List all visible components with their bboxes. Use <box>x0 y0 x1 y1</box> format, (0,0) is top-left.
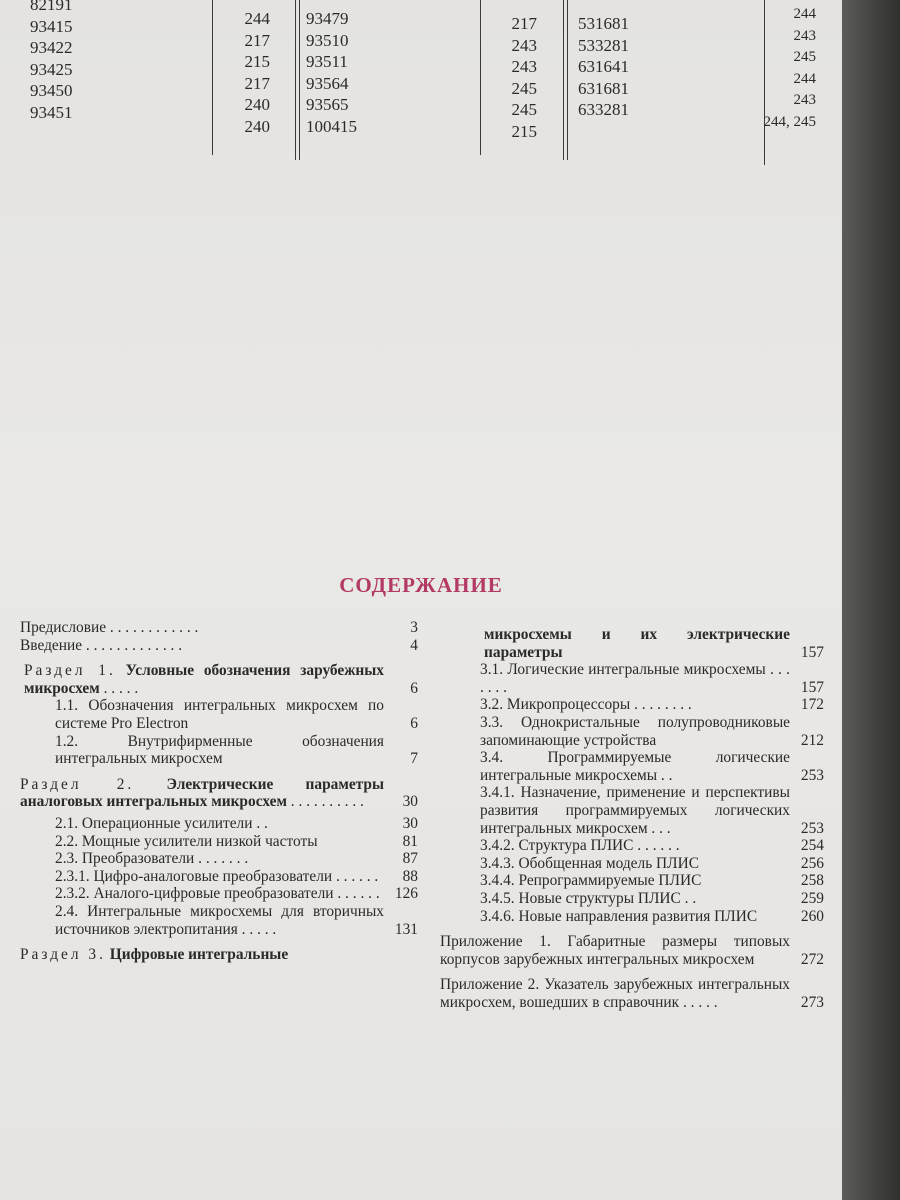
toc-page: 212 <box>800 731 824 749</box>
toc-page: 172 <box>800 696 824 714</box>
toc-page: 253 <box>800 819 824 837</box>
index-cell: 93565 <box>306 95 349 114</box>
index-cell: 245 <box>511 100 537 119</box>
toc-entry: 2.4. Интегральные микросхемы для вторичных источников электропитания . . . . . 131 <box>55 902 418 938</box>
index-cell: 217 <box>511 14 537 33</box>
column-divider <box>764 0 765 165</box>
toc-label: 3.4.1. Назначение, применение и перспективы развития программируемых логических интегральных микросхем <box>480 784 790 837</box>
toc-entry: 3.4.5. Новые структуры ПЛИС . . 259 <box>480 889 824 907</box>
index-cell: 533281 <box>578 35 629 55</box>
toc-entry: Приложение 2. Указатель зарубежных интегральных микросхем, вошедших в справочник . . . . . 273 <box>440 976 824 1011</box>
index-column-2 <box>213 8 270 137</box>
section-title: Электрические параметры аналоговых интегральных микросхем <box>20 775 384 811</box>
index-cell: 93564 <box>306 73 349 93</box>
index-cell: 631641 <box>578 57 629 76</box>
toc-entry: Предисловие . . . . . . . . . . . . 3 <box>20 619 418 636</box>
index-cell: 215 <box>244 52 270 71</box>
toc-label: Введение <box>20 636 83 654</box>
toc-page: 87 <box>402 850 418 868</box>
index-column-6 <box>763 4 816 133</box>
toc-label: 2.2. Мощные усилители низкой частоты <box>55 832 318 850</box>
index-cell: 93451 <box>30 102 73 122</box>
toc-page: 272 <box>800 950 824 968</box>
toc-entry <box>440 908 824 926</box>
toc-page: 254 <box>800 837 824 855</box>
index-cell: 93510 <box>306 30 349 50</box>
toc-entry: 2.3.1. Цифро-аналоговые преобразователи . . . . . . 88 <box>55 867 418 885</box>
index-cell: 243 <box>511 35 537 55</box>
contents-right-column <box>440 626 824 1011</box>
toc-page: 3 <box>410 619 418 636</box>
toc-entry <box>20 946 418 964</box>
toc-label: 3.4. Программируемые логические интегральные микросхемы <box>480 749 790 784</box>
column-divider <box>295 0 296 160</box>
toc-page: 6 <box>410 714 418 732</box>
toc-label: 2.1. Операционные усилители <box>55 814 253 832</box>
toc-label: 2.3.2. Аналого-цифровые преобразователи <box>55 885 334 903</box>
toc-entry <box>440 714 824 749</box>
index-cell: 633281 <box>578 100 629 119</box>
toc-entry: 2.3.2. Аналого-цифровые преобразователи . . . . . . 126 <box>55 885 418 903</box>
toc-label: 2.3.1. Цифро-аналоговые преобразователи <box>55 867 333 885</box>
toc-entry: 2.1. Операционные усилители . . 30 <box>55 814 418 832</box>
toc-page: 273 <box>800 993 824 1011</box>
index-cell: 244, 245 <box>763 113 816 130</box>
section-prefix: Раздел 3. <box>20 946 106 964</box>
section-prefix: Раздел 2. <box>20 775 135 793</box>
index-cell: 631681 <box>578 78 629 98</box>
toc-entry: 3.1. Логические интегральные микросхемы . . . . . . . 157 <box>480 661 824 696</box>
toc-label: Приложение 2. Указатель зарубежных интегральных микросхем, вошедших в справочник <box>440 976 790 1011</box>
index-cell: 245 <box>793 49 816 65</box>
toc-page: 126 <box>394 885 418 903</box>
toc-entry: Раздел 1. Условные обозначения зарубежных микросхем . . . . . 6 <box>24 662 418 697</box>
index-cell: 243 <box>793 92 816 108</box>
toc-label: 1.2. Внутрифирменные обозначения интегральных микросхем <box>55 732 384 768</box>
toc-entry <box>440 855 824 873</box>
index-cell: 240 <box>244 95 270 114</box>
toc-entry: 3.4. Программируемые логические интегральные микросхемы . . 253 <box>480 749 824 784</box>
toc-label: 2.4. Интегральные микросхемы для вторичных источников электропитания <box>55 902 384 938</box>
toc-entry: Раздел 2. Электрические параметры аналоговых интегральных микросхем . . . . . . . . . . 30 <box>20 775 418 811</box>
toc-page: 157 <box>800 643 824 661</box>
toc-page: 157 <box>800 678 824 696</box>
index-cell: 243 <box>793 27 816 44</box>
index-column-1 <box>30 0 73 123</box>
toc-label: 1.1. Обозначения интегральных микросхем по системе Pro Electron <box>55 697 384 732</box>
index-cell: 240 <box>244 116 270 136</box>
index-cell: 217 <box>244 30 270 50</box>
toc-label: 3.3. Однокристальные полупроводниковые запоминающие устройства <box>480 713 790 749</box>
toc-label: 3.4.6. Новые направления развития ПЛИС <box>480 907 758 925</box>
index-cell: 245 <box>511 78 537 98</box>
toc-entry <box>440 933 824 968</box>
toc-label: 3.4.4. Репрограммируемые ПЛИС <box>480 872 702 890</box>
contents-title: СОДЕРЖАНИЕ <box>339 573 503 597</box>
index-cell: 93425 <box>30 59 73 79</box>
toc-page: 7 <box>410 750 418 768</box>
toc-label: 3.4.2. Структура ПЛИС <box>480 837 634 855</box>
index-cell: 243 <box>511 57 537 76</box>
toc-page: 253 <box>800 766 824 784</box>
index-cell: 244 <box>793 6 816 22</box>
index-cell: 215 <box>511 121 537 141</box>
index-cell: 93415 <box>30 16 73 36</box>
toc-entry <box>20 833 418 851</box>
column-divider <box>567 0 568 160</box>
index-cell: 531681 <box>578 14 629 33</box>
toc-entry: 3.4.2. Структура ПЛИС . . . . . . 254 <box>480 837 824 855</box>
column-divider <box>563 0 564 160</box>
section-title: Цифровые интегральные <box>109 946 289 964</box>
toc-page: 81 <box>402 832 418 850</box>
toc-entry <box>440 626 824 661</box>
toc-page: 30 <box>402 814 418 832</box>
index-column-3 <box>306 8 357 137</box>
toc-label: 3.4.5. Новые структуры ПЛИС <box>480 889 681 907</box>
index-column-4 <box>482 13 537 142</box>
section-title: Условные обозначения зарубежных микросхем <box>24 662 384 697</box>
toc-entry: 3.4.1. Назначение, применение и перспективы развития программируемых логических интегральных микросхем . . . 253 <box>480 784 824 837</box>
column-divider <box>299 0 300 160</box>
toc-entry: Введение . . . . . . . . . . . . . 4 <box>20 636 418 654</box>
toc-label: 2.3. Преобразователи <box>55 850 195 868</box>
column-divider <box>480 0 481 155</box>
toc-label: Предисловие <box>20 619 107 636</box>
index-cell: 93422 <box>30 38 73 57</box>
toc-page: 256 <box>800 854 824 872</box>
toc-entry: 3.2. Микропроцессоры . . . . . . . . 172 <box>480 696 824 714</box>
toc-page: 88 <box>402 867 418 885</box>
contents-left-column <box>20 619 418 964</box>
toc-label: 3.2. Микропроцессоры <box>480 696 631 714</box>
index-cell: 82191 <box>30 0 73 14</box>
section-prefix: Раздел 1. <box>24 662 116 680</box>
toc-entry <box>20 733 418 768</box>
toc-label: 3.4.3. Обобщенная модель ПЛИС <box>480 854 699 872</box>
index-cell: 100415 <box>306 116 357 136</box>
toc-entry: 2.3. Преобразователи . . . . . . . 87 <box>55 850 418 868</box>
toc-page: 258 <box>800 872 824 890</box>
index-column-5 <box>578 13 629 121</box>
toc-page: 4 <box>410 636 418 654</box>
index-cell: 93479 <box>306 9 349 28</box>
toc-page: 260 <box>800 907 824 925</box>
index-cell: 244 <box>244 9 270 28</box>
index-cell: 217 <box>244 73 270 93</box>
toc-entry <box>440 872 824 890</box>
toc-entry <box>20 697 418 732</box>
toc-page: 6 <box>410 679 418 697</box>
toc-label: Приложение 1. Габаритные размеры типовых корпусов зарубежных интегральных микросхем <box>440 933 790 968</box>
page-edge-shadow <box>842 0 900 1200</box>
index-cell: 93450 <box>30 81 73 100</box>
toc-label: 3.1. Логические интегральные микросхемы <box>480 661 766 679</box>
index-cell: 93511 <box>306 52 348 71</box>
toc-page: 259 <box>800 889 824 907</box>
index-cell: 244 <box>793 70 816 87</box>
toc-page: 131 <box>394 920 418 938</box>
section-title: микросхемы и их электрические параметры <box>484 626 790 661</box>
toc-page: 30 <box>402 793 418 811</box>
